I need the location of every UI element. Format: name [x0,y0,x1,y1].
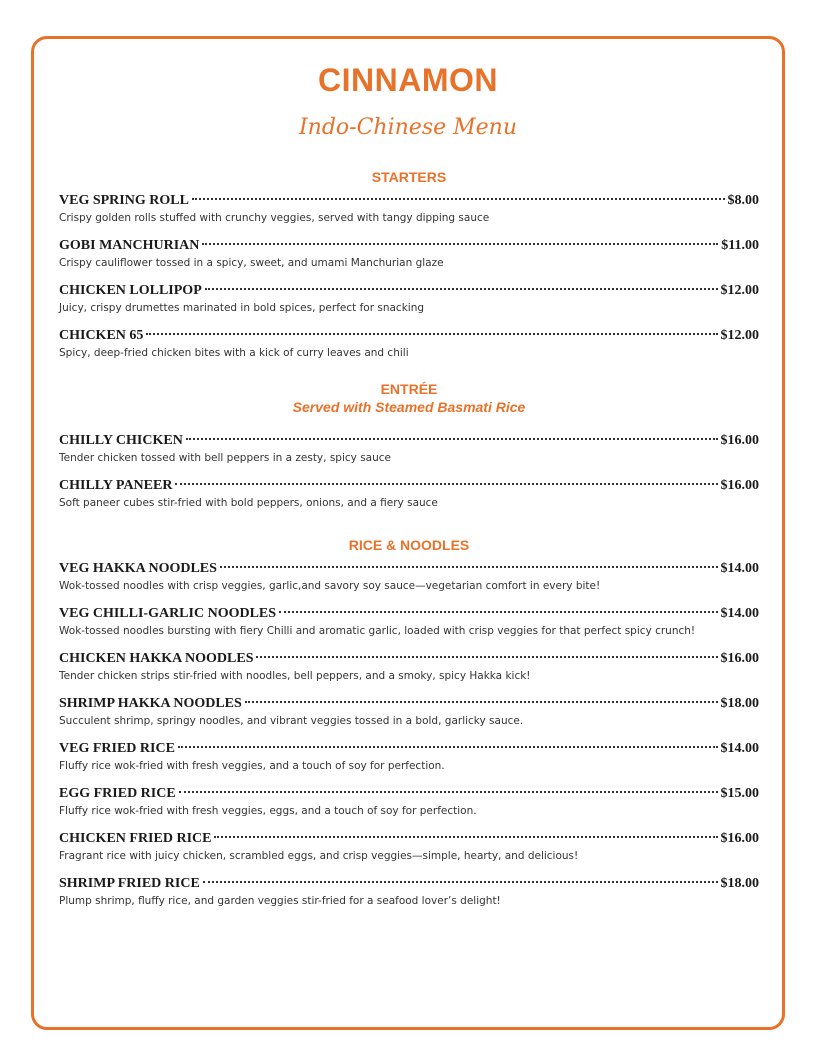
dot-leader [192,198,725,200]
item-price: $11.00 [721,238,759,253]
item-description: Soft paneer cubes stir-fried with bold peppers, onions, and a fiery sauce [59,497,438,509]
menu-item-line [59,875,759,892]
item-name: GOBI MANCHURIAN [59,238,200,253]
menu-item-line [59,477,759,494]
section-title: ENTRÉE [380,381,438,397]
menu-item-line [59,605,759,622]
item-name: EGG FRIED RICE [59,786,176,801]
item-price: $16.00 [720,831,759,846]
dot-leader [178,746,718,748]
item-name: VEG FRIED RICE [59,741,175,756]
dot-leader [205,288,718,290]
restaurant-name: CINNAMON [318,62,498,98]
item-price: $16.00 [720,478,759,493]
item-description: Crispy cauliflower tossed in a spicy, sweet, and umami Manchurian glaze [59,257,444,269]
menu-item-line [59,192,759,209]
menu-item [59,432,759,465]
section-title: RICE & NOODLES [348,537,470,553]
menu-item [59,192,759,225]
dot-leader [220,566,718,568]
section-starters [59,168,759,360]
dot-leader [146,333,717,335]
dot-leader [279,611,717,613]
menu-item [59,650,759,683]
dot-leader [203,881,718,883]
menu-item-line [59,560,759,577]
dot-leader [202,243,718,245]
item-price: $16.00 [720,651,759,666]
dot-leader [175,483,717,485]
dot-leader [179,791,718,793]
item-description: Juicy, crispy drumettes marinated in bold spices, perfect for snacking [59,302,425,314]
menu-item [59,237,759,270]
menu-item [59,740,759,773]
item-name: SHRIMP HAKKA NOODLES [59,696,242,711]
dot-leader [245,701,718,703]
item-price: $12.00 [720,283,759,298]
menu-item [59,695,759,728]
item-name: VEG SPRING ROLL [59,193,189,208]
menu-item [59,477,759,510]
item-price: $12.00 [720,328,759,343]
menu-item [59,875,759,908]
item-name: CHILLY PANEER [59,478,173,493]
item-price: $15.00 [720,786,759,801]
menu-item-line [59,327,759,344]
dot-leader [256,656,717,658]
item-name: VEG CHILLI-GARLIC NOODLES [59,606,277,621]
section-rice-noodles [59,536,759,908]
dot-leader [186,438,718,440]
menu-item-line [59,785,759,802]
menu-item-line [59,650,759,667]
item-name: CHICKEN HAKKA NOODLES [59,651,254,666]
item-name: CHICKEN FRIED RICE [59,831,212,846]
item-description: Plump shrimp, fluffy rice, and garden veggies stir-fried for a seafood lover’s delight! [59,895,501,907]
item-description: Succulent shrimp, springy noodles, and vibrant veggies tossed in a bold, garlicky sauce. [59,715,524,727]
item-name: SHRIMP FRIED RICE [59,876,200,891]
menu-item [59,560,759,593]
item-description: Wok-tossed noodles with crisp veggies, garlic,and savory soy sauce—vegetarian comfort in every bite! [59,580,601,592]
menu-item-line [59,282,759,299]
dot-leader [214,836,717,838]
menu-item [59,605,759,638]
item-price: $8.00 [727,193,759,208]
section-entree [59,380,759,510]
item-name: CHICKEN LOLLIPOP [59,283,202,298]
item-description: Spicy, deep-fried chicken bites with a kick of curry leaves and chili [59,347,409,359]
menu-item-line [59,830,759,847]
section-title: STARTERS [371,169,447,185]
item-price: $14.00 [720,561,759,576]
menu-item-line [59,695,759,712]
item-name: CHICKEN 65 [59,328,144,343]
item-price: $18.00 [720,696,759,711]
menu-subtitle: Indo-Chinese Menu [298,115,518,140]
item-price: $14.00 [720,741,759,756]
item-description: Fluffy rice wok-fried with fresh veggies, eggs, and a touch of soy for perfection. [59,805,477,817]
menu-item [59,327,759,360]
section-note: Served with Steamed Basmati Rice [292,399,526,415]
item-description: Tender chicken tossed with bell peppers in a zesty, spicy sauce [59,452,391,464]
menu-item [59,785,759,818]
menu-body [59,168,759,908]
menu-item-line [59,237,759,254]
item-name: CHILLY CHICKEN [59,433,183,448]
menu-item-line [59,740,759,757]
menu-item [59,282,759,315]
item-name: VEG HAKKA NOODLES [59,561,217,576]
item-price: $14.00 [720,606,759,621]
item-price: $18.00 [720,876,759,891]
menu-header [0,60,816,142]
item-description: Crispy golden rolls stuffed with crunchy veggies, served with tangy dipping sauce [59,212,490,224]
item-description: Fragrant rice with juicy chicken, scrambled eggs, and crisp veggies—simple, hearty, and delicious! [59,850,579,862]
menu-item-line [59,432,759,449]
item-description: Fluffy rice wok-fried with fresh veggies, and a touch of soy for perfection. [59,760,445,772]
item-description: Tender chicken strips stir-fried with noodles, bell peppers, and a smoky, spicy Hakka kick! [59,670,531,682]
item-price: $16.00 [720,433,759,448]
item-description: Wok-tossed noodles bursting with fiery Chilli and aromatic garlic, loaded with crisp veggies for that perfect spicy crunch! [59,625,696,637]
menu-item [59,830,759,863]
